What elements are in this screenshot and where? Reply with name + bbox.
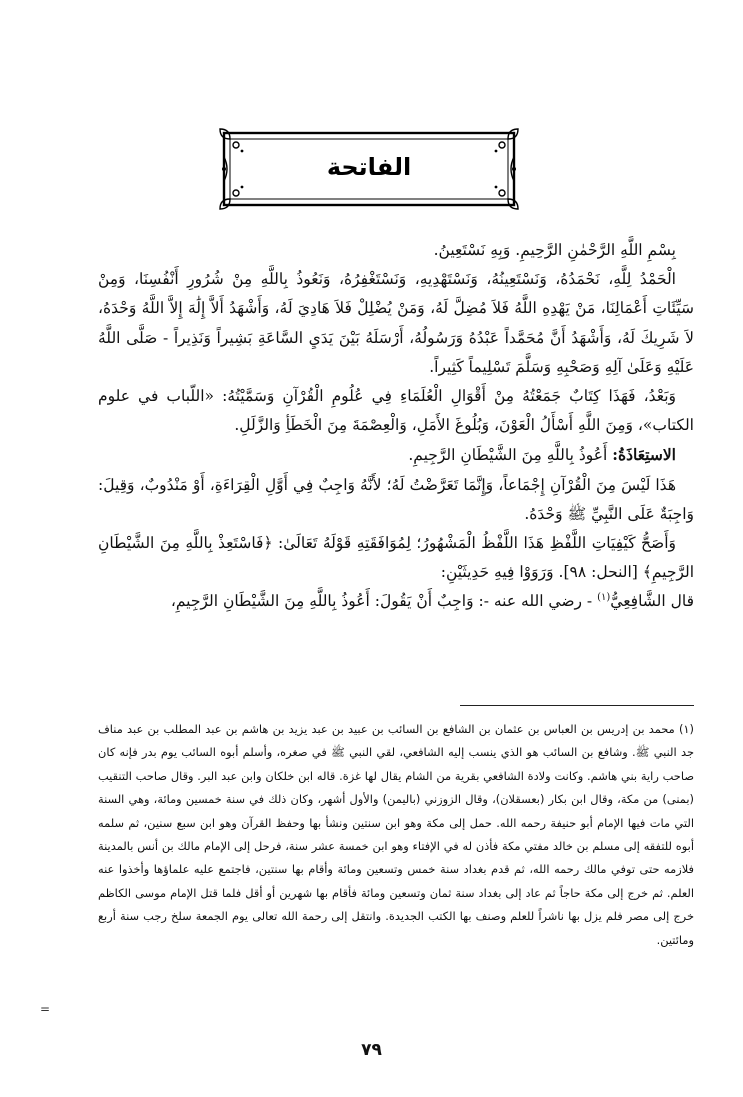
qala-start: قال الشَّافِعِيُّ <box>610 592 694 611</box>
istiadha-label: الاستِعَاذَةُ: <box>612 445 676 465</box>
istiadha-paragraph <box>98 440 694 470</box>
continuation-mark: = <box>40 1002 51 1016</box>
qala-paragraph <box>98 587 694 616</box>
chapter-title: الفاتحة <box>326 153 412 181</box>
footnote-text: (١) محمد بن إدريس بن العباس بن عثمان بن الشافع بن السائب بن عبيد بن عبد يزيد بن هاشم بن عبد المطلب بن عبد مناف جد النبي ﷺ. وشافع بن السائب هو الذي ينسب إليه الشافعي، لقي النبي ﷺ في صغره، وأسلم أبوه السائب يوم بدر فإنه كان صاحب راية بني هاشم. وكانت ولادة الشافعي بقرية من الشام يقال لها غزة. قاله ابن خلكان وابن عبد البر. وقال صاحب التنقيب (بمنى) من مكة، وقال ابن بكار (بعسقلان)، وقال الزوزني (باليمن) والأول أشهر، وكان ذلك في سنة خمسين ومائة، وهي السنة التي مات فيها الإمام أبو حنيفة رحمه الله. حمل إلى مكة وهو ابن سنتين ونشأ بها وحفظ القرآن وهو ابن سبع سنين، ثم سلمه أبوه للتفقه إلى مسلم بن خالد مفتي مكة فأذن له في الإفتاء وهو ابن خمسة عشر سنة، فرحل إلى الإمام مالك بن أنس بالمدينة فلازمه حتى توفي مالك رحمه الله، ثم قدم بغداد سنة خمس وتسعين ومائة وأقام بها سنتين، فاجتمع عليه علماؤها وأخذوا عنه العلم. ثم خرج إلى مكة حاجاً ثم عاد إلى بغداد سنة ثمان وتسعين ومائة فأقام بها شهرين أو أقل فلما قتل الإمام موسى الكاظم خرج إلى مصر فلم يزل بها ناشراً للعلم وصنف بها الكتب الجديدة. وانتقل إلى رحمة الله تعالى يوم الجمعة سلخ رجب سنة أربع ومائتين. <box>98 722 694 947</box>
asahh-paragraph: وَأَصَحُّ كَيْفِيَاتِ اللَّفْظِ هَذَا اللَّفْظُ الْمَشْهُورُ؛ لِمُوَافَقَتِهِ قَوْلَهُ تَعَالَىٰ: ﴿فَاسْتَعِذْ بِاللَّهِ مِنَ الشَّيْطَانِ الرَّجِيمِ﴾ [النحل: ٩٨]. وَرَوَوْا فِيهِ حَدِيثَيْنِ: <box>98 534 694 582</box>
qala-end: - رضي الله عنه -: وَاجِبٌ أَنْ يَقُولَ: أَعُوذُ بِاللَّهِ مِنَ الشَّيْطَانِ الرَّجِيمِ، <box>170 592 598 611</box>
baad-paragraph: وَبَعْدُ، فَهَذَا كِتَابٌ جَمَعْتُهُ مِنْ أَقْوَالِ الْعُلَمَاءِ فِي عُلُومِ الْقُرْآنِ وَسَمَّيْتُهُ: «اللّباب في علوم الكتاب»، وَمِنَ اللَّهِ أَسْأَلُ الْعَوْنَ، وَبُلُوغَ الأَمَلِ، وَالْعِصْمَةَ مِنَ الْخَطَأِ وَالزَّلَلِ. <box>98 387 694 435</box>
hamd-paragraph: الْحَمْدُ لِلَّهِ، نَحْمَدُهُ، وَنَسْتَعِينُهُ، وَنَسْتَهْدِيهِ، وَنَسْتَغْفِرُهُ، وَنَعُوذُ بِاللَّهِ مِنْ شُرُورِ أَنْفُسِنَا، وَمِنْ سَيِّئَاتِ أَعْمَالِنَا، مَنْ يَهْدِهِ اللَّهُ فَلاَ مُضِلَّ لَهُ، وَمَنْ يُضْلِلْ فَلاَ هَادِيَ لَهُ، وَأَشْهَدُ أَلاَّ إِلَٰهَ إِلاَّ اللَّهُ وَحْدَهُ، لاَ شَرِيكَ لَهُ، وَأَشْهَدُ أَنَّ مُحَمَّداً عَبْدُهُ وَرَسُولُهُ، أَرْسَلَهُ بَيْنَ يَدَيِ السَّاعَةِ بَشِيراً وَنَذِيراً - صَلَّى اللَّهُ عَلَيْهِ وَعَلَىٰ آلِهِ وَصَحْبِهِ وَسَلَّمَ تَسْلِيماً كَثِيراً. <box>98 270 694 376</box>
footnote-reference: (١) <box>597 592 611 604</box>
footnote-divider <box>460 705 694 706</box>
istiadha-text: أَعُوذُ بِاللَّهِ مِنَ الشَّيْطَانِ الرَّجِيمِ. <box>408 446 608 465</box>
hatha-paragraph: هَذَا لَيْسَ مِنَ الْقُرْآنِ إِجْمَاعاً، وَإِنَّمَا تَعَرَّضْتُ لَهُ؛ لأَنَّهُ وَاجِبٌ فِي أَوَّلِ الْقِرَاءَةِ، أَوْ مَنْدُوبٌ، وَقِيلَ: وَاجِبَةٌ عَلَى النَّبِيِّ ﷺ وَحْدَهُ. <box>98 475 694 523</box>
main-text <box>98 236 694 617</box>
basmala-paragraph: بِسْمِ اللَّهِ الرَّحْمٰنِ الرَّحِيمِ. وَبِهِ نَسْتَعِينُ. <box>433 241 676 259</box>
chapter-title-frame <box>218 127 520 211</box>
page-number: ٧٩ <box>361 1040 382 1060</box>
footnote <box>98 718 694 952</box>
